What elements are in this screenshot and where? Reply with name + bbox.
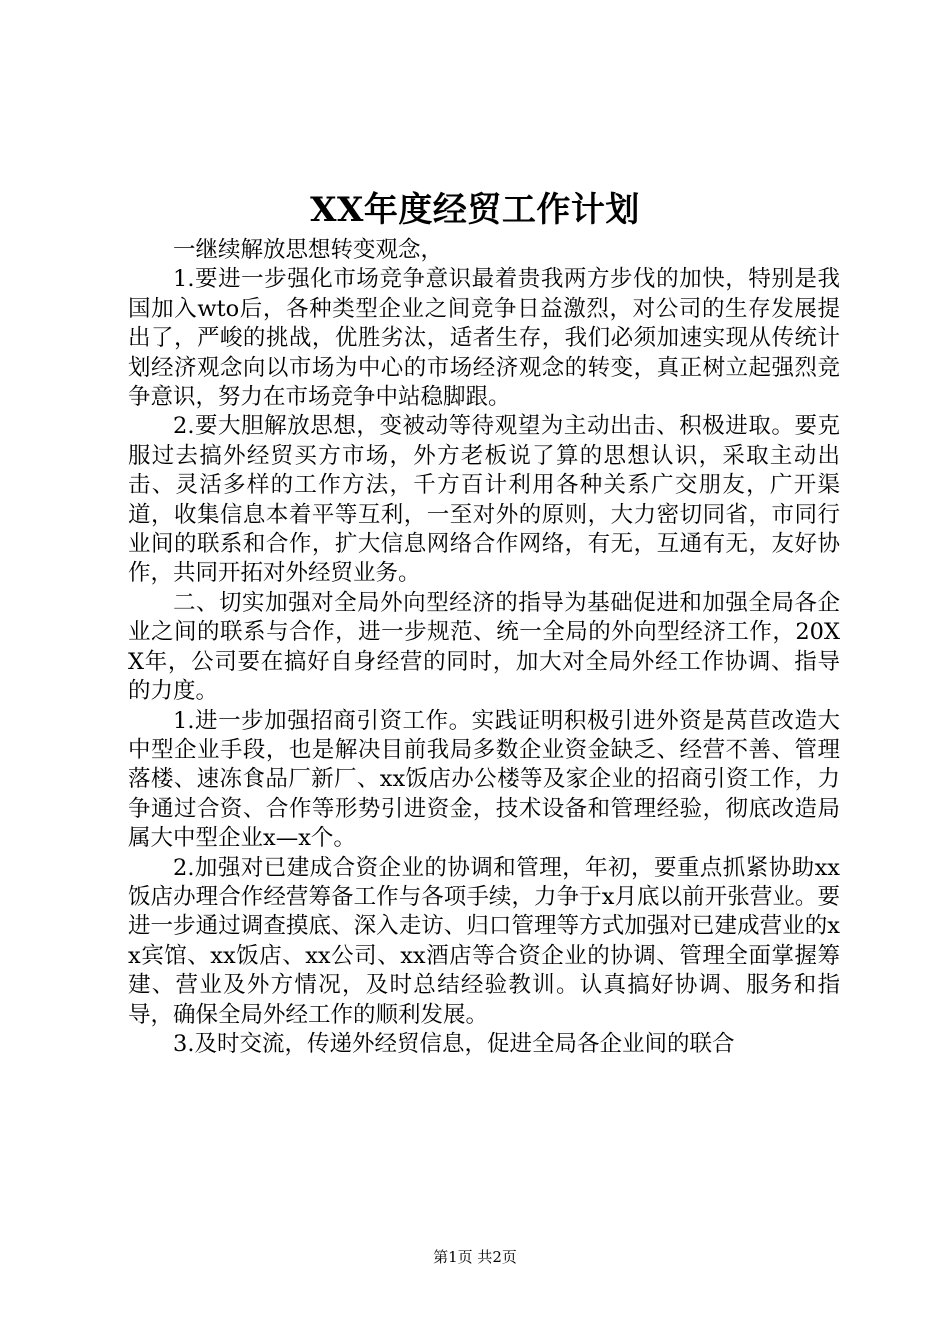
paragraph: 2.加强对已建成合资企业的协调和管理，年初，要重点抓紧协助xx饭店办理合作经营筹备工作与各项手续，力争于x月底以前开张营业。要进一步通过调查摸底、深入走访、归口管理等方式加强对已建成营业的xx宾馆、xx饭店、xx公司、xx酒店等合资企业的协调、管理全面掌握筹建、营业及外方情况，及时总结经验教训。认真搞好协调、服务和指导，确保全局外经工作的顺利发展。 — [128, 854, 840, 1028]
paragraph: 3.及时交流，传递外经贸信息，促进全局各企业间的联合 — [173, 1030, 735, 1057]
paragraph: 2.要大胆解放思想，变被动等待观望为主动出击、积极进取。要克服过去搞外经贸买方市场，外方老板说了算的思想认识，采取主动出击、灵活多样的工作方法，千方百计利用各种关系广交朋友，广开渠道，收集信息本着平等互利，一至对外的原则，大力密切同省，市同行业间的联系和合作，扩大信息网络合作网络，有无，互通有无，友好协作，共同开拓对外经贸业务。 — [128, 413, 840, 587]
page-footer: 第1页 共2页 — [433, 1248, 517, 1266]
paragraph: 一继续解放思想转变观念， — [173, 237, 444, 263]
document-body — [128, 236, 840, 1059]
paragraph: 1.要进一步强化市场竞争意识最着贵我两方步伐的加快，特别是我国加入wto后，各种类型企业之间竞争日益激烈，对公司的生存发展提出了，严峻的挑战，优胜劣汰，适者生存，我们必须加速实现从传统计划经济观念向以市场为中心的市场经济观念的转变，真正树立起强烈竞争意识，努力在市场竞争中站稳脚跟。 — [128, 266, 840, 411]
paragraph: 1.进一步加强招商引资工作。实践证明积极引进外资是莴苣改造大中型企业手段，也是解决目前我局多数企业资金缺乏、经营不善、管理落楼、速冻食品厂新厂、xx饭店办公楼等及家企业的招商引资工作，力争通过合资、合作等形势引进资金，技术设备和管理经验，彻底改造局属大中型企业x—x个。 — [128, 707, 840, 852]
paragraph: 二、切实加强对全局外向型经济的指导为基础促进和加强全局各企业之间的联系与合作，进一步规范、统一全局的外向型经济工作，20XX年，公司要在搞好自身经营的同时，加大对全局外经工作协调、指导的力度。 — [128, 589, 840, 705]
document-title: XX年度经贸工作计划 — [310, 190, 640, 230]
